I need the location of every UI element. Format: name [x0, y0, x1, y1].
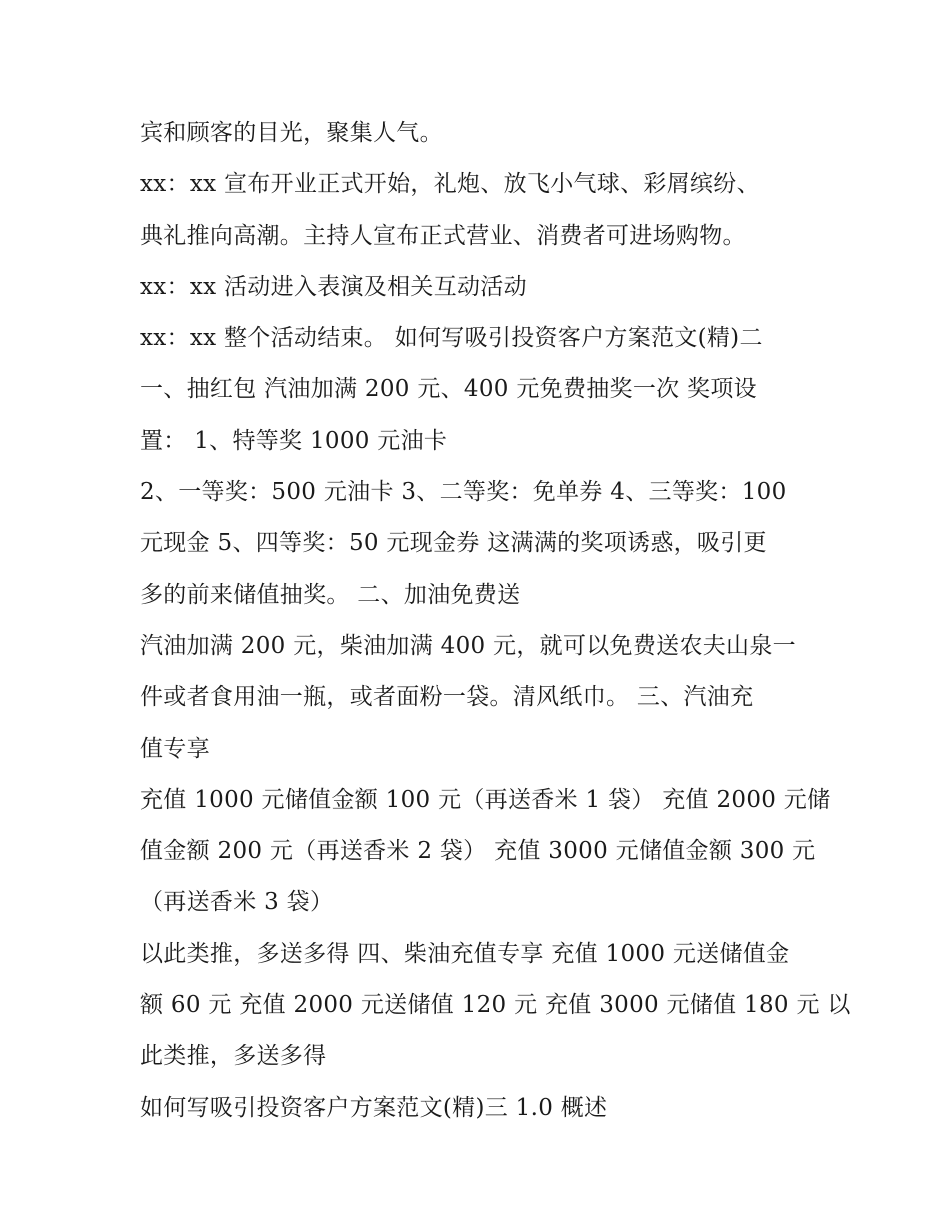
text-line: 额 60 元 充值 2000 元送储值 120 元 充值 3000 元储值 180 元 以 — [140, 992, 851, 1019]
text-line: 多的前来储值抽奖。 二、加油免费送 — [140, 581, 521, 608]
text-line: 件或者食用油一瓶，或者面粉一袋。清风纸巾。 三、汽油充 — [140, 684, 754, 711]
text-line: 宾和顾客的目光，聚集人气。 — [140, 120, 443, 146]
text-line: 如何写吸引投资客户方案范文(精)三 1.0 概述 — [140, 1094, 608, 1121]
text-line: 以此类推，多送多得 四、柴油充值专享 充值 1000 元送储值金 — [140, 940, 790, 967]
text-line: 值金额 200 元（再送香米 2 袋） 充值 3000 元储值金额 300 元 — [140, 838, 816, 865]
document-body — [140, 108, 851, 1134]
text-line: 值专享 — [140, 735, 210, 762]
text-line: 此类推，多送多得 — [140, 1043, 327, 1070]
text-line: 典礼推向高潮。主持人宣布正式营业、消费者可进场购物。 — [140, 222, 746, 249]
text-line: xx：xx 整个活动结束。 如何写吸引投资客户方案范文(精)二 — [140, 325, 763, 352]
text-line: 汽油加满 200 元，柴油加满 400 元，就可以免费送农夫山泉一 — [140, 632, 796, 659]
text-line: 置： 1、特等奖 1000 元油卡 — [140, 427, 448, 454]
text-line: 一、抽红包 汽油加满 200 元、400 元免费抽奖一次 奖项设 — [140, 376, 757, 403]
text-line: 2、一等奖：500 元油卡 3、二等奖：免单券 4、三等奖：100 — [140, 479, 787, 506]
text-line: （再送香米 3 袋） — [140, 889, 334, 916]
text-line: xx：xx 宣布开业正式开始，礼炮、放飞小气球、彩屑缤纷、 — [140, 171, 760, 198]
text-line: xx：xx 活动进入表演及相关互动活动 — [140, 273, 527, 300]
text-line: 元现金 5、四等奖：50 元现金券 这满满的奖项诱惑，吸引更 — [140, 530, 767, 557]
text-line: 充值 1000 元储值金额 100 元（再送香米 1 袋） 充值 2000 元储 — [140, 786, 831, 813]
